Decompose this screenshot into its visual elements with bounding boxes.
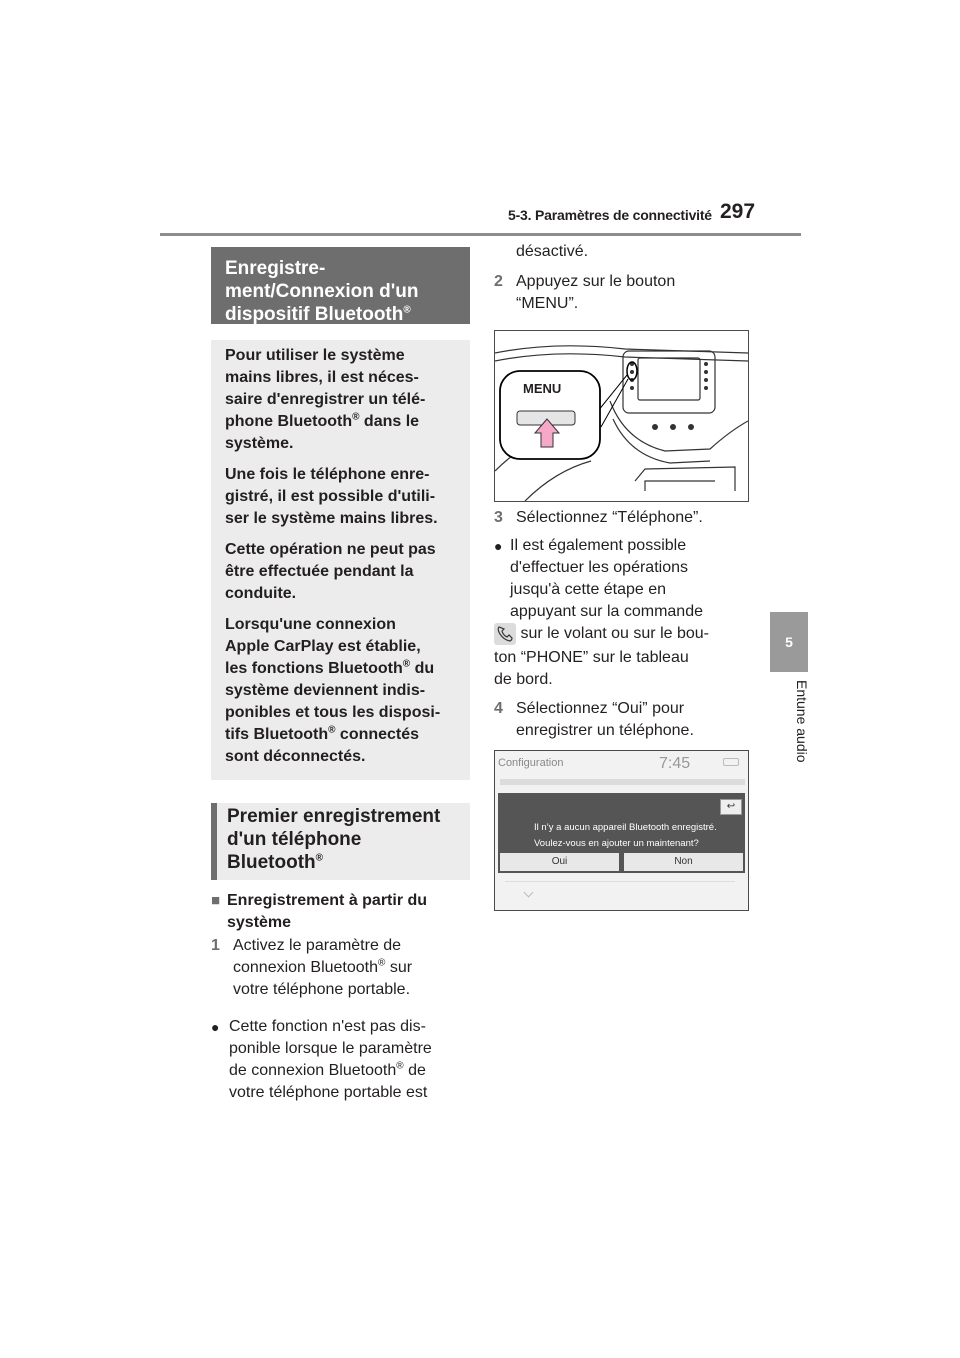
chapter-side-label: [790, 680, 810, 790]
tab-strip: [500, 779, 745, 785]
section-header: 5-3. Paramètres de connectivité: [508, 207, 712, 223]
info-box: [211, 340, 470, 780]
back-button[interactable]: ↩: [720, 799, 742, 815]
screen-title: Configuration: [498, 757, 564, 769]
step-number: 2: [494, 273, 503, 290]
step-3: 3 Sélectionnez “Téléphone”.: [494, 507, 776, 529]
title-line: Enregistre-: [225, 258, 326, 279]
status-icon: [723, 758, 739, 766]
title-line: Bluetooth®: [227, 852, 324, 873]
step-1: 1 Activez le paramètre de connexion Bluetooth® sur votre téléphone portable.: [211, 937, 413, 998]
info-paragraph: Lorsqu'une connexion Apple CarPlay est établie, les fonctions Bluetooth® du système deviennent indis- ponibles et tous les disposi- tifs Bluetooth® connectés sont déconnectés.: [225, 616, 441, 765]
yes-button[interactable]: Oui: [500, 853, 619, 871]
dashboard-drawing: [495, 331, 748, 501]
menu-button-label: MENU: [523, 381, 562, 396]
step-4: 4 Sélectionnez “Oui” pour enregistrer un téléphone.: [494, 700, 694, 739]
info-paragraph: Pour utiliser le système mains libres, il est néces- saire d'enregistrer un télé- phone Bluetooth® dans le système.: [225, 347, 426, 452]
note-bullet: ● Cette fonction n'est pas dis- ponible lorsque le paramètre de connexion Bluetooth® de votre téléphone portable est: [211, 1018, 432, 1101]
screen-illustration: [494, 750, 749, 911]
step-number: 3: [494, 509, 503, 526]
bullet-icon: ●: [494, 538, 503, 554]
dashboard-illustration: [494, 330, 749, 502]
screen-clock: 7:45: [659, 755, 691, 772]
note-continued: ton “PHONE” sur le tableau de bord.: [494, 649, 689, 688]
page-number: 297: [720, 200, 756, 223]
section-title-box: [211, 247, 470, 324]
chapter-label: Entune audio: [794, 680, 810, 763]
section-title-box: [211, 803, 470, 880]
divider: [505, 881, 735, 882]
chapter-tab: [770, 612, 808, 672]
no-button[interactable]: Non: [624, 853, 743, 871]
note-bullet: ● Il est également possible d'effectuer les opérations jusqu'à cette étape en appuyant sur la commande sur le volant ou sur le bou-: [494, 535, 770, 645]
bullet-icon: ●: [211, 1019, 220, 1035]
title-line: Premier enregistrement: [227, 806, 441, 827]
info-paragraph: Cette opération ne peut pas être effectuée pendant la conduite.: [225, 541, 436, 602]
title-line: ment/Connexion d'un: [225, 281, 419, 302]
subheading-marker: ■: [211, 892, 221, 909]
title-line: d'un téléphone: [227, 829, 362, 850]
step-number: 4: [494, 700, 503, 717]
info-paragraph: Une fois le téléphone enre- gistré, il est possible d'utili- ser le système mains libres.: [225, 466, 438, 527]
chapter-number: 5: [785, 634, 793, 650]
step-number: 1: [211, 937, 220, 954]
step-2: 2 Appuyez sur le bouton “MENU”.: [494, 273, 676, 312]
phone-icon: [494, 623, 516, 645]
continued-text: désactivé.: [516, 243, 589, 260]
procedure-subheading: ■ Enregistrement à partir du système: [211, 892, 428, 931]
dialog-message: Il n’y a aucun appareil Bluetooth enregistré. Voulez-vous en ajouter un maintenant?: [534, 822, 717, 849]
header-rule: [160, 233, 801, 236]
dialog: [498, 793, 745, 873]
title-line: dispositif Bluetooth®: [225, 304, 411, 325]
